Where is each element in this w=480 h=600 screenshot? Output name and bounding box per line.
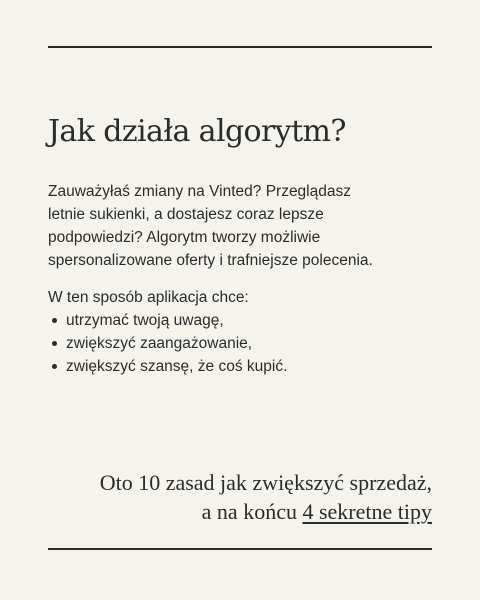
cta-line-1: Oto 10 zasad jak zwiększyć sprzedaż,: [99, 470, 432, 495]
goals-list: [48, 309, 287, 378]
bottom-divider: [48, 548, 432, 550]
bullet-icon: [52, 318, 57, 323]
list-item-text: utrzymać twoją uwagę,: [66, 312, 224, 329]
bullet-icon: [52, 341, 57, 346]
cta-line-2: [100, 497, 432, 526]
cta-line-2-prefix: a na końcu: [201, 499, 303, 524]
intro-line: Zauważyłaś zmiany na Vinted? Przeglądasz: [48, 183, 351, 200]
list-item: [48, 309, 287, 332]
top-divider: [48, 46, 432, 48]
list-lead: W ten sposób aplikacja chce:: [48, 289, 249, 306]
intro-line: spersonalizowane oferty i trafniejsze polecenia.: [48, 252, 373, 269]
list-item-text: zwiększyć szansę, że coś kupić.: [66, 358, 288, 375]
cta-highlight: 4 sekretne tipy: [302, 499, 432, 524]
page-title: Jak działa algorytm?: [48, 114, 346, 149]
intro-line: letnie sukienki, a dostajesz coraz lepsze: [48, 206, 324, 223]
intro-paragraph: [48, 180, 432, 272]
list-item: [48, 332, 287, 355]
intro-line: podpowiedzi? Algorytm tworzy możliwie: [48, 229, 321, 246]
list-item-text: zwiększyć zaangażowanie,: [66, 335, 253, 352]
bullet-icon: [52, 364, 57, 369]
call-to-action: [100, 468, 432, 526]
list-item: [48, 355, 287, 378]
